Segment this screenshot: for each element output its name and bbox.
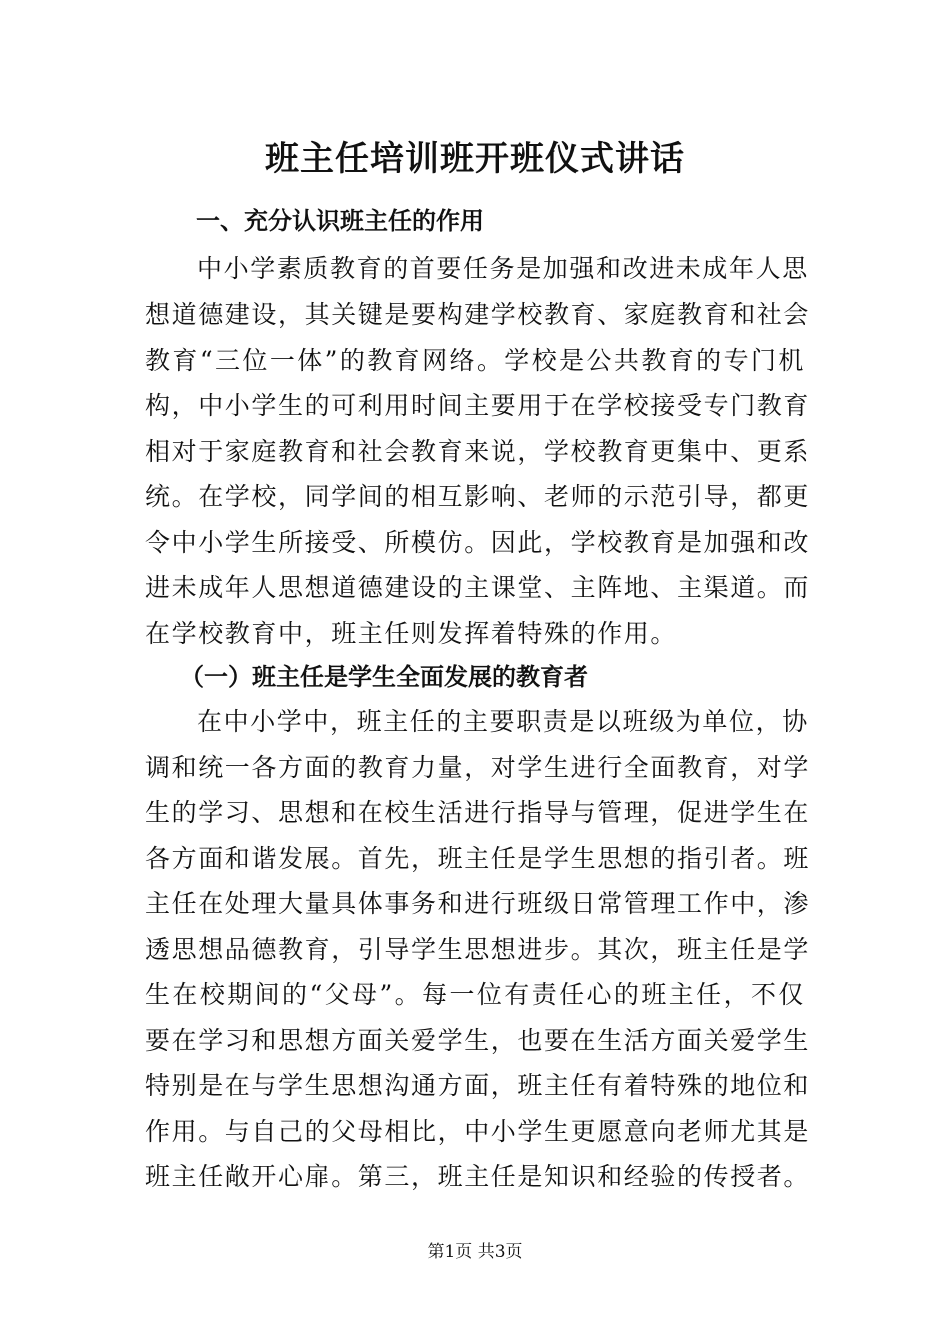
paragraph-line: 相对于家庭教育和社会教育来说，学校教育更集中、更系 — [145, 437, 811, 466]
paragraph-line: 透思想品德教育，引导学生思想进步。其次，班主任是学 — [145, 935, 811, 964]
paragraph-line: 主任在处理大量具体事务和进行班级日常管理工作中，渗 — [145, 889, 811, 918]
paragraph-line: 在学校教育中，班主任则发挥着特殊的作用。 — [145, 619, 678, 648]
paragraph-line: 各方面和谐发展。首先，班主任是学生思想的指引者。班 — [145, 844, 811, 873]
paragraph-line: 特别是在与学生思想沟通方面，班主任有着特殊的地位和 — [145, 1071, 811, 1100]
paragraph-line: 生在校期间的“父母”。每一位有责任心的班主任，不仅 — [145, 980, 805, 1009]
paragraph-line: 作用。与自己的父母相比，中小学生更愿意向老师尤其是 — [145, 1117, 811, 1146]
paragraph-line: 进未成年人思想道德建设的主课堂、主阵地、主渠道。而 — [145, 573, 811, 602]
page-number-footer: 第1页 共3页 — [427, 1242, 523, 1262]
paragraph-line: 生的学习、思想和在校生活进行指导与管理，促进学生在 — [145, 798, 811, 827]
paragraph-line: 班主任敞开心扉。第三，班主任是知识和经验的传授者。 — [145, 1162, 811, 1191]
subsection-heading-1: （一）班主任是学生全面发展的教育者 — [180, 663, 588, 691]
paragraph-line: 要在学习和思想方面关爱学生，也要在生活方面关爱学生 — [145, 1026, 811, 1055]
paragraph-line: 中小学素质教育的首要任务是加强和改进未成年人思 — [197, 254, 809, 283]
document-title: 班主任培训班开班仪式讲话 — [265, 139, 685, 179]
paragraph-line: 调和统一各方面的教育力量，对学生进行全面教育，对学 — [145, 753, 811, 782]
paragraph-line: 令中小学生所接受、所模仿。因此，学校教育是加强和改 — [145, 528, 811, 557]
paragraph-line: 构，中小学生的可利用时间主要用于在学校接受专门教育 — [145, 391, 811, 420]
paragraph-line: 教育“三位一体”的教育网络。学校是公共教育的专门机 — [145, 346, 805, 375]
paragraph-line: 统。在学校，同学间的相互影响、老师的示范引导，都更 — [145, 482, 811, 511]
section-heading-1: 一、充分认识班主任的作用 — [196, 207, 484, 235]
paragraph-line: 想道德建设，其关键是要构建学校教育、家庭教育和社会 — [145, 300, 811, 329]
paragraph-line: 在中小学中，班主任的主要职责是以班级为单位，协 — [197, 707, 809, 736]
